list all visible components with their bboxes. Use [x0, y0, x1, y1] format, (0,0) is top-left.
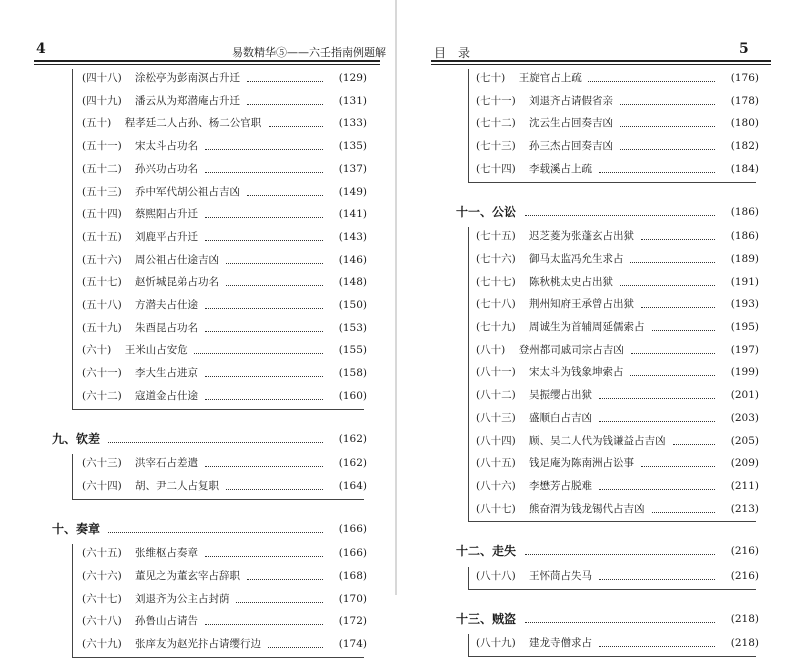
entry-page-number: (164)	[338, 479, 367, 492]
entry-page-number: (131)	[338, 94, 367, 107]
entry-index: (七十六)	[476, 252, 516, 265]
section-heading[interactable]	[52, 428, 372, 450]
entry-index: (六十)	[82, 344, 112, 357]
entry-page-number: (146)	[338, 253, 367, 266]
entry-title: 王怀茼占失马	[529, 570, 592, 582]
dot-leader	[108, 518, 323, 533]
entry-index: (五十六)	[82, 253, 122, 266]
group-bracket	[468, 69, 756, 183]
entry-index: (八十三)	[476, 411, 516, 424]
entry-page-number: (129)	[338, 72, 367, 84]
entry-title: 方潜夫占仕途	[135, 299, 198, 311]
entry-title: 赵忻城昆弟占功名	[135, 276, 219, 289]
entry-title: 乔中军代胡公祖占吉凶	[135, 185, 240, 198]
section-page-number: (186)	[730, 205, 759, 218]
entry-title: 董见之为董玄宰占辞职	[135, 570, 240, 582]
entry-index: (五十七)	[82, 276, 122, 289]
entry-title: 程孝廷二人占孙、杨二公官职	[124, 117, 262, 130]
entry-page-number: (170)	[338, 592, 367, 605]
entry-title: 沈云生占回奏吉凶	[529, 117, 613, 130]
entry-title: 孙鲁山占请告	[135, 615, 198, 628]
entry-title: 陈秋桃太史占出狱	[529, 275, 613, 288]
entry-title: 李大生占进京	[135, 367, 198, 380]
group-bracket	[468, 567, 756, 590]
entry-index: (七十三)	[476, 140, 516, 153]
entry-index: (六十四)	[82, 479, 122, 492]
entry-index: (八十)	[476, 343, 506, 356]
group-bracket	[468, 634, 756, 657]
entry-title: 宋太斗为钱象坤索占	[529, 366, 624, 379]
entry-index: (八十一)	[476, 366, 516, 379]
entry-title: 寇道金占仕途	[135, 389, 198, 402]
entry-title: 刘退齐为公主占封荫	[135, 592, 230, 605]
entry-title: 蔡熙阳占升迁	[135, 208, 198, 221]
entry-title: 荆州知府王承曾占出狱	[529, 298, 634, 311]
entry-title: 李载溪占上疏	[529, 162, 592, 175]
entry-index: (六十七)	[82, 592, 122, 605]
entry-page-number: (186)	[730, 230, 759, 243]
entry-page-number: (166)	[338, 547, 367, 560]
entry-page-number: (199)	[730, 366, 759, 379]
entry-page-number: (133)	[338, 117, 367, 130]
entry-page-number: (182)	[730, 140, 759, 153]
group-bracket	[468, 227, 756, 522]
entry-page-number: (176)	[730, 72, 759, 84]
entry-index: (七十)	[476, 72, 506, 84]
entry-title: 洪宰石占差遣	[135, 457, 198, 470]
entry-title: 周公祖占仕途吉凶	[135, 253, 219, 266]
entry-index: (六十三)	[82, 457, 122, 470]
entry-index: (四十九)	[82, 94, 122, 107]
entry-title: 宋太斗占功名	[135, 140, 198, 153]
entry-title: 胡、尹二人占复职	[135, 479, 219, 492]
entry-title: 登州都司戚司宗占吉凶	[518, 343, 624, 356]
entry-page-number: (172)	[338, 615, 367, 628]
entry-page-number: (218)	[730, 637, 759, 650]
entry-title: 朱酉昆占功名	[135, 321, 198, 334]
left-page	[0, 0, 396, 651]
right-page-number: 5	[739, 41, 749, 57]
entry-index: (五十四)	[82, 208, 122, 221]
entry-title: 迟芝菱为张蓬玄占出狱	[529, 230, 634, 243]
entry-index: (六十五)	[82, 547, 122, 560]
entry-title: 钱足庵为陈南洲占讼事	[529, 457, 634, 470]
dot-leader	[525, 201, 716, 216]
entry-index: (五十八)	[82, 299, 122, 311]
entry-page-number: (135)	[338, 140, 367, 153]
entry-page-number: (168)	[338, 570, 367, 582]
entry-title: 王米山占安危	[124, 344, 188, 357]
entry-title: 御马太监冯允生求占	[529, 252, 624, 265]
entry-page-number: (216)	[730, 570, 759, 582]
entry-title: 刘鹿平占升迁	[135, 230, 198, 243]
entry-index: (七十一)	[476, 94, 516, 107]
entry-page-number: (203)	[730, 411, 759, 424]
entry-index: (七十二)	[476, 117, 516, 130]
entry-title: 孙三杰占回奏吉凶	[529, 140, 613, 153]
entry-index: (五十三)	[82, 185, 122, 198]
entry-page-number: (193)	[730, 298, 759, 311]
entry-title: 张庠友为赵光抃占请缨行边	[135, 638, 261, 651]
entry-page-number: (174)	[338, 638, 367, 651]
entry-index: (五十二)	[82, 162, 122, 175]
left-page-number: 4	[36, 41, 46, 57]
section-page-number: (216)	[730, 545, 759, 558]
entry-page-number: (137)	[338, 162, 367, 175]
entry-title: 涂松亭为彭南溟占升迁	[135, 72, 240, 84]
entry-page-number: (201)	[730, 389, 759, 402]
left-running-header: 易数精华⑤——六壬指南例题解	[232, 46, 386, 59]
entry-page-number: (205)	[730, 434, 759, 447]
entry-index: (七十五)	[476, 230, 516, 243]
section-page-number: (162)	[338, 432, 367, 445]
entry-title: 盛顺白占吉凶	[529, 411, 592, 424]
entry-page-number: (213)	[730, 502, 759, 515]
entry-index: (八十二)	[476, 389, 516, 402]
entry-index: (八十四)	[476, 434, 516, 447]
entry-index: (八十七)	[476, 502, 516, 515]
entry-index: (四十八)	[82, 72, 122, 84]
entry-page-number: (158)	[338, 367, 367, 380]
section-heading[interactable]	[52, 518, 372, 540]
entry-page-number: (149)	[338, 185, 367, 198]
dot-leader	[525, 608, 716, 623]
entry-page-number: (191)	[730, 275, 759, 288]
entry-page-number: (189)	[730, 252, 759, 265]
entry-page-number: (184)	[730, 162, 759, 175]
header-rule-thick	[34, 60, 380, 62]
group-bracket	[72, 454, 364, 499]
entry-title: 建龙寺僧求占	[529, 637, 592, 650]
entry-title: 张维枢占奏章	[135, 547, 198, 560]
entry-page-number: (180)	[730, 117, 759, 130]
section-page-number: (218)	[730, 612, 759, 625]
entry-page-number: (143)	[338, 230, 367, 243]
header-rule-thin	[34, 64, 380, 65]
section-heading[interactable]	[456, 201, 776, 223]
header-rule-thick	[431, 60, 771, 62]
section-heading[interactable]	[456, 608, 776, 630]
section-label: 十二、走失	[456, 544, 517, 559]
entry-index: (六十六)	[82, 570, 122, 582]
entry-page-number: (178)	[730, 94, 759, 107]
right-running-header: 目 录	[434, 46, 471, 60]
entry-index: (八十五)	[476, 457, 516, 470]
entry-index: (六十二)	[82, 389, 122, 402]
entry-title: 王旋官占上疏	[518, 72, 582, 84]
entry-index: (六十九)	[82, 638, 122, 651]
entry-title: 顾、吴二人代为钱谦益占吉凶	[529, 434, 666, 447]
entry-page-number: (162)	[338, 457, 367, 470]
entry-title: 吴振缨占出狱	[529, 389, 592, 402]
entry-index: (七十八)	[476, 298, 516, 311]
entry-title: 孙兴功占功名	[135, 162, 198, 175]
section-page-number: (166)	[338, 522, 367, 535]
entry-title: 熊奋渭为钱龙锡代占吉凶	[529, 502, 645, 515]
entry-index: (七十九)	[476, 321, 516, 333]
entry-index: (五十一)	[82, 140, 122, 153]
entry-index: (五十九)	[82, 321, 122, 334]
entry-index: (八十九)	[476, 637, 516, 650]
entry-title: 刘退齐占请假省亲	[529, 94, 613, 107]
entry-title: 李懋芳占脱难	[529, 479, 592, 492]
entry-page-number: (211)	[730, 479, 759, 492]
entry-index: (八十八)	[476, 570, 516, 582]
entry-index: (六十一)	[82, 367, 122, 380]
dot-leader	[108, 428, 323, 443]
entry-page-number: (195)	[730, 321, 759, 333]
entry-index: (五十五)	[82, 230, 122, 243]
entry-page-number: (141)	[338, 208, 367, 221]
entry-title: 潘云从为郑潜庵占升迁	[135, 94, 240, 107]
entry-page-number: (153)	[338, 321, 367, 334]
right-page	[397, 0, 793, 650]
section-label: 九、钦差	[52, 431, 101, 446]
entry-index: (八十六)	[476, 479, 516, 492]
section-label: 十一、公讼	[456, 204, 517, 219]
group-bracket	[72, 544, 364, 658]
entry-page-number: (209)	[730, 457, 759, 470]
entry-index: (五十)	[82, 117, 112, 130]
entry-page-number: (148)	[338, 276, 367, 289]
entry-index: (七十七)	[476, 275, 516, 288]
entry-page-number: (155)	[338, 344, 367, 357]
section-label: 十、奏章	[52, 521, 101, 536]
section-heading[interactable]	[456, 540, 776, 562]
entry-page-number: (150)	[338, 299, 367, 311]
group-bracket	[72, 69, 364, 410]
entry-index: (七十四)	[476, 162, 516, 175]
entry-page-number: (160)	[338, 389, 367, 402]
entry-index: (六十八)	[82, 615, 122, 628]
header-rule-thin	[431, 64, 771, 65]
entry-title: 周诚生为首辅周延儒索占	[529, 321, 645, 333]
dot-leader	[525, 540, 716, 555]
section-label: 十三、贼盗	[456, 611, 517, 626]
entry-page-number: (197)	[730, 343, 759, 356]
